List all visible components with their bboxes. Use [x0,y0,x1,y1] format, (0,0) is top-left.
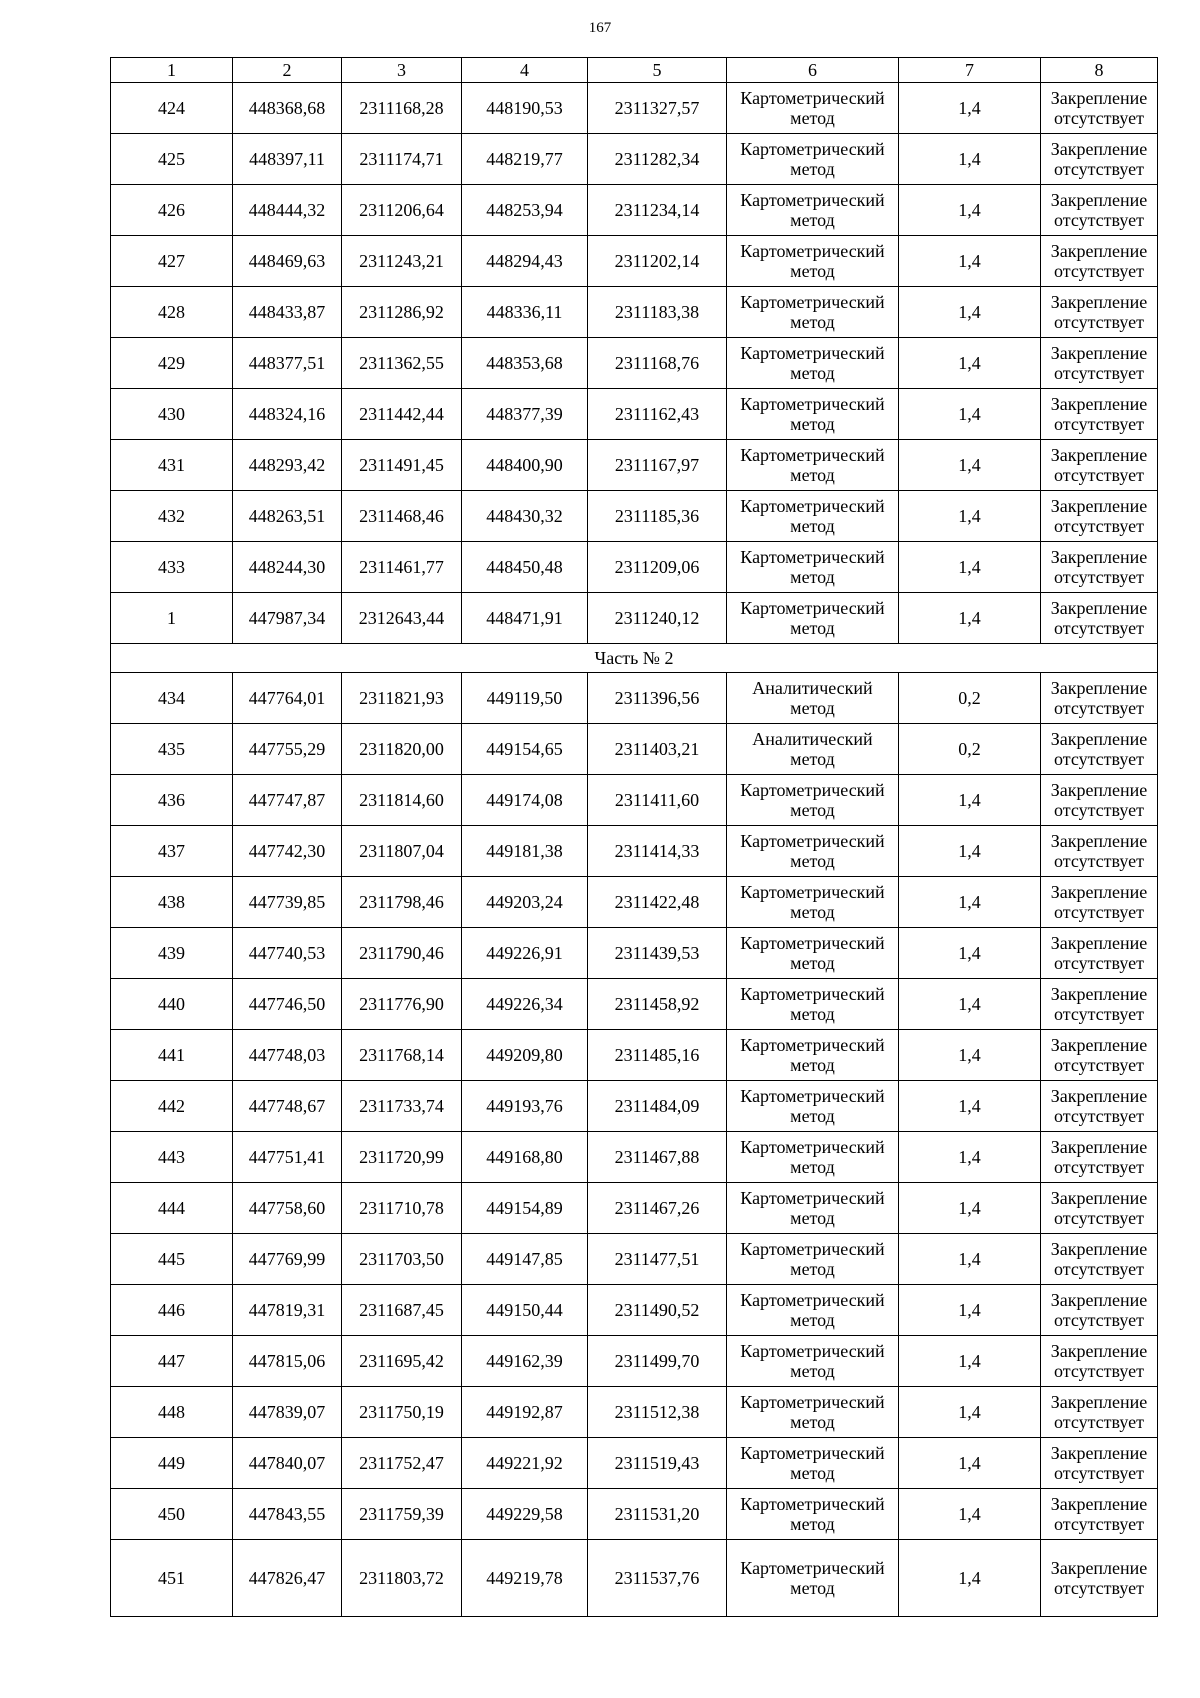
x-coordinate-cell: 449209,80 [462,1030,588,1081]
y-coordinate-cell: 2311485,16 [588,1030,727,1081]
x-coordinate-cell: 449174,08 [462,775,588,826]
x-coordinate-cell: 449193,76 [462,1081,588,1132]
x-coordinate-cell: 449154,65 [462,724,588,775]
x-coordinate-cell: 447840,07 [233,1438,342,1489]
y-coordinate-cell: 2311185,36 [588,491,727,542]
table-row [111,1132,1158,1183]
point-number-cell: 436 [111,775,233,826]
y-coordinate-cell: 2311467,26 [588,1183,727,1234]
accuracy-cell: 1,4 [899,877,1041,928]
y-coordinate-cell: 2311531,20 [588,1489,727,1540]
accuracy-cell: 1,4 [899,491,1041,542]
method-cell: Картометрический метод [727,826,899,877]
method-cell: Аналитический метод [727,724,899,775]
fixation-cell: Закрепление отсутствует [1041,389,1158,440]
table-row [111,287,1158,338]
y-coordinate-cell: 2311720,99 [342,1132,462,1183]
method-cell: Картометрический метод [727,542,899,593]
fixation-cell: Закрепление отсутствует [1041,1132,1158,1183]
fixation-cell: Закрепление отсутствует [1041,1438,1158,1489]
x-coordinate-cell: 448469,63 [233,236,342,287]
x-coordinate-cell: 447815,06 [233,1336,342,1387]
fixation-cell: Закрепление отсутствует [1041,1285,1158,1336]
y-coordinate-cell: 2311803,72 [342,1540,462,1617]
point-number-cell: 1 [111,593,233,644]
x-coordinate-cell: 449168,80 [462,1132,588,1183]
fixation-cell: Закрепление отсутствует [1041,826,1158,877]
x-coordinate-cell: 449150,44 [462,1285,588,1336]
method-cell: Аналитический метод [727,673,899,724]
accuracy-cell: 1,4 [899,826,1041,877]
table-body [111,83,1158,1617]
accuracy-cell: 1,4 [899,1081,1041,1132]
table-row [111,979,1158,1030]
method-cell: Картометрический метод [727,775,899,826]
accuracy-cell: 0,2 [899,673,1041,724]
fixation-cell: Закрепление отсутствует [1041,1489,1158,1540]
point-number-cell: 431 [111,440,233,491]
x-coordinate-cell: 447755,29 [233,724,342,775]
point-number-cell: 433 [111,542,233,593]
x-coordinate-cell: 447740,53 [233,928,342,979]
x-coordinate-cell: 448450,48 [462,542,588,593]
x-coordinate-cell: 449181,38 [462,826,588,877]
y-coordinate-cell: 2311790,46 [342,928,462,979]
accuracy-cell: 1,4 [899,1234,1041,1285]
table-row [111,1387,1158,1438]
column-number: 4 [462,58,588,83]
method-cell: Картометрический метод [727,1183,899,1234]
x-coordinate-cell: 448430,32 [462,491,588,542]
y-coordinate-cell: 2311710,78 [342,1183,462,1234]
x-coordinate-cell: 448471,91 [462,593,588,644]
x-coordinate-cell: 447764,01 [233,673,342,724]
accuracy-cell: 1,4 [899,593,1041,644]
point-number-cell: 445 [111,1234,233,1285]
accuracy-cell: 1,4 [899,1387,1041,1438]
x-coordinate-cell: 448324,16 [233,389,342,440]
fixation-cell: Закрепление отсутствует [1041,236,1158,287]
fixation-cell: Закрепление отсутствует [1041,1183,1158,1234]
point-number-cell: 441 [111,1030,233,1081]
fixation-cell: Закрепление отсутствует [1041,287,1158,338]
x-coordinate-cell: 448244,30 [233,542,342,593]
x-coordinate-cell: 447746,50 [233,979,342,1030]
y-coordinate-cell: 2311411,60 [588,775,727,826]
table-row [111,134,1158,185]
x-coordinate-cell: 449229,58 [462,1489,588,1540]
y-coordinate-cell: 2311484,09 [588,1081,727,1132]
x-coordinate-cell: 449203,24 [462,877,588,928]
y-coordinate-cell: 2311168,28 [342,83,462,134]
x-coordinate-cell: 447739,85 [233,877,342,928]
x-coordinate-cell: 448433,87 [233,287,342,338]
y-coordinate-cell: 2311461,77 [342,542,462,593]
y-coordinate-cell: 2311439,53 [588,928,727,979]
y-coordinate-cell: 2311467,88 [588,1132,727,1183]
table-row [111,673,1158,724]
y-coordinate-cell: 2311234,14 [588,185,727,236]
method-cell: Картометрический метод [727,83,899,134]
method-cell: Картометрический метод [727,1132,899,1183]
point-number-cell: 428 [111,287,233,338]
y-coordinate-cell: 2311687,45 [342,1285,462,1336]
method-cell: Картометрический метод [727,1285,899,1336]
accuracy-cell: 1,4 [899,236,1041,287]
column-number: 6 [727,58,899,83]
table-row [111,185,1158,236]
table-row [111,826,1158,877]
x-coordinate-cell: 448444,32 [233,185,342,236]
table-row [111,1285,1158,1336]
column-number: 7 [899,58,1041,83]
x-coordinate-cell: 447826,47 [233,1540,342,1617]
point-number-cell: 451 [111,1540,233,1617]
table-row [111,83,1158,134]
table-row [111,1234,1158,1285]
method-cell: Картометрический метод [727,1081,899,1132]
accuracy-cell: 0,2 [899,724,1041,775]
y-coordinate-cell: 2312643,44 [342,593,462,644]
method-cell: Картометрический метод [727,338,899,389]
table-row [111,389,1158,440]
point-number-cell: 427 [111,236,233,287]
point-number-cell: 444 [111,1183,233,1234]
column-number: 1 [111,58,233,83]
table-row [111,440,1158,491]
y-coordinate-cell: 2311537,76 [588,1540,727,1617]
point-number-cell: 425 [111,134,233,185]
x-coordinate-cell: 447742,30 [233,826,342,877]
y-coordinate-cell: 2311490,52 [588,1285,727,1336]
x-coordinate-cell: 449154,89 [462,1183,588,1234]
y-coordinate-cell: 2311752,47 [342,1438,462,1489]
y-coordinate-cell: 2311820,00 [342,724,462,775]
accuracy-cell: 1,4 [899,928,1041,979]
method-cell: Картометрический метод [727,440,899,491]
x-coordinate-cell: 449192,87 [462,1387,588,1438]
x-coordinate-cell: 447987,34 [233,593,342,644]
x-coordinate-cell: 448190,53 [462,83,588,134]
x-coordinate-cell: 449119,50 [462,673,588,724]
method-cell: Картометрический метод [727,287,899,338]
accuracy-cell: 1,4 [899,1489,1041,1540]
x-coordinate-cell: 447748,03 [233,1030,342,1081]
y-coordinate-cell: 2311807,04 [342,826,462,877]
y-coordinate-cell: 2311286,92 [342,287,462,338]
method-cell: Картометрический метод [727,236,899,287]
point-number-cell: 448 [111,1387,233,1438]
accuracy-cell: 1,4 [899,440,1041,491]
y-coordinate-cell: 2311162,43 [588,389,727,440]
accuracy-cell: 1,4 [899,185,1041,236]
accuracy-cell: 1,4 [899,1336,1041,1387]
table-row [111,775,1158,826]
table-row [111,491,1158,542]
x-coordinate-cell: 448253,94 [462,185,588,236]
y-coordinate-cell: 2311327,57 [588,83,727,134]
point-number-cell: 437 [111,826,233,877]
method-cell: Картометрический метод [727,1234,899,1285]
y-coordinate-cell: 2311499,70 [588,1336,727,1387]
y-coordinate-cell: 2311477,51 [588,1234,727,1285]
fixation-cell: Закрепление отсутствует [1041,673,1158,724]
section-title: Часть № 2 [111,644,1158,673]
method-cell: Картометрический метод [727,491,899,542]
point-number-cell: 434 [111,673,233,724]
x-coordinate-cell: 447843,55 [233,1489,342,1540]
y-coordinate-cell: 2311512,38 [588,1387,727,1438]
fixation-cell: Закрепление отсутствует [1041,928,1158,979]
fixation-cell: Закрепление отсутствует [1041,440,1158,491]
point-number-cell: 424 [111,83,233,134]
table-row [111,1489,1158,1540]
point-number-cell: 446 [111,1285,233,1336]
x-coordinate-cell: 448353,68 [462,338,588,389]
fixation-cell: Закрепление отсутствует [1041,134,1158,185]
method-cell: Картометрический метод [727,134,899,185]
accuracy-cell: 1,4 [899,1540,1041,1617]
method-cell: Картометрический метод [727,1030,899,1081]
y-coordinate-cell: 2311209,06 [588,542,727,593]
accuracy-cell: 1,4 [899,134,1041,185]
accuracy-cell: 1,4 [899,83,1041,134]
fixation-cell: Закрепление отсутствует [1041,979,1158,1030]
y-coordinate-cell: 2311243,21 [342,236,462,287]
table-row [111,1183,1158,1234]
column-number: 2 [233,58,342,83]
coordinates-table [110,57,1158,1617]
table-row [111,1540,1158,1617]
accuracy-cell: 1,4 [899,1132,1041,1183]
fixation-cell: Закрепление отсутствует [1041,877,1158,928]
point-number-cell: 430 [111,389,233,440]
y-coordinate-cell: 2311422,48 [588,877,727,928]
y-coordinate-cell: 2311703,50 [342,1234,462,1285]
table-row [111,928,1158,979]
fixation-cell: Закрепление отсутствует [1041,1030,1158,1081]
x-coordinate-cell: 449147,85 [462,1234,588,1285]
y-coordinate-cell: 2311768,14 [342,1030,462,1081]
fixation-cell: Закрепление отсутствует [1041,338,1158,389]
column-number-header-row [111,58,1158,83]
x-coordinate-cell: 449226,91 [462,928,588,979]
fixation-cell: Закрепление отсутствует [1041,491,1158,542]
x-coordinate-cell: 448377,51 [233,338,342,389]
point-number-cell: 450 [111,1489,233,1540]
fixation-cell: Закрепление отсутствует [1041,1387,1158,1438]
x-coordinate-cell: 447769,99 [233,1234,342,1285]
y-coordinate-cell: 2311442,44 [342,389,462,440]
accuracy-cell: 1,4 [899,775,1041,826]
table-row [111,338,1158,389]
method-cell: Картометрический метод [727,1336,899,1387]
table-row [111,542,1158,593]
method-cell: Картометрический метод [727,1387,899,1438]
y-coordinate-cell: 2311468,46 [342,491,462,542]
y-coordinate-cell: 2311458,92 [588,979,727,1030]
y-coordinate-cell: 2311414,33 [588,826,727,877]
method-cell: Картометрический метод [727,928,899,979]
method-cell: Картометрический метод [727,1540,899,1617]
x-coordinate-cell: 447747,87 [233,775,342,826]
x-coordinate-cell: 448263,51 [233,491,342,542]
fixation-cell: Закрепление отсутствует [1041,83,1158,134]
x-coordinate-cell: 448293,42 [233,440,342,491]
table-row [111,877,1158,928]
y-coordinate-cell: 2311206,64 [342,185,462,236]
point-number-cell: 447 [111,1336,233,1387]
x-coordinate-cell: 449226,34 [462,979,588,1030]
accuracy-cell: 1,4 [899,338,1041,389]
method-cell: Картометрический метод [727,185,899,236]
table-row [111,593,1158,644]
y-coordinate-cell: 2311695,42 [342,1336,462,1387]
fixation-cell: Закрепление отсутствует [1041,1081,1158,1132]
fixation-cell: Закрепление отсутствует [1041,1234,1158,1285]
y-coordinate-cell: 2311167,97 [588,440,727,491]
point-number-cell: 435 [111,724,233,775]
y-coordinate-cell: 2311733,74 [342,1081,462,1132]
x-coordinate-cell: 447751,41 [233,1132,342,1183]
y-coordinate-cell: 2311282,34 [588,134,727,185]
y-coordinate-cell: 2311491,45 [342,440,462,491]
y-coordinate-cell: 2311240,12 [588,593,727,644]
fixation-cell: Закрепление отсутствует [1041,185,1158,236]
accuracy-cell: 1,4 [899,1438,1041,1489]
column-number: 3 [342,58,462,83]
y-coordinate-cell: 2311183,38 [588,287,727,338]
y-coordinate-cell: 2311776,90 [342,979,462,1030]
x-coordinate-cell: 448294,43 [462,236,588,287]
x-coordinate-cell: 447758,60 [233,1183,342,1234]
point-number-cell: 432 [111,491,233,542]
column-number: 5 [588,58,727,83]
x-coordinate-cell: 448377,39 [462,389,588,440]
x-coordinate-cell: 448397,11 [233,134,342,185]
fixation-cell: Закрепление отсутствует [1041,775,1158,826]
accuracy-cell: 1,4 [899,542,1041,593]
accuracy-cell: 1,4 [899,1030,1041,1081]
y-coordinate-cell: 2311403,21 [588,724,727,775]
table-row [111,1081,1158,1132]
x-coordinate-cell: 448336,11 [462,287,588,338]
accuracy-cell: 1,4 [899,389,1041,440]
method-cell: Картометрический метод [727,389,899,440]
table-row [111,1030,1158,1081]
x-coordinate-cell: 447748,67 [233,1081,342,1132]
method-cell: Картометрический метод [727,979,899,1030]
x-coordinate-cell: 449219,78 [462,1540,588,1617]
accuracy-cell: 1,4 [899,1183,1041,1234]
x-coordinate-cell: 448219,77 [462,134,588,185]
method-cell: Картометрический метод [727,877,899,928]
y-coordinate-cell: 2311519,43 [588,1438,727,1489]
point-number-cell: 426 [111,185,233,236]
x-coordinate-cell: 447839,07 [233,1387,342,1438]
fixation-cell: Закрепление отсутствует [1041,1336,1158,1387]
x-coordinate-cell: 448368,68 [233,83,342,134]
y-coordinate-cell: 2311798,46 [342,877,462,928]
column-number: 8 [1041,58,1158,83]
section-row [111,644,1158,673]
method-cell: Картометрический метод [727,1489,899,1540]
y-coordinate-cell: 2311759,39 [342,1489,462,1540]
fixation-cell: Закрепление отсутствует [1041,593,1158,644]
point-number-cell: 443 [111,1132,233,1183]
page-number: 167 [588,20,612,36]
x-coordinate-cell: 449221,92 [462,1438,588,1489]
y-coordinate-cell: 2311750,19 [342,1387,462,1438]
accuracy-cell: 1,4 [899,1285,1041,1336]
y-coordinate-cell: 2311168,76 [588,338,727,389]
accuracy-cell: 1,4 [899,979,1041,1030]
point-number-cell: 449 [111,1438,233,1489]
y-coordinate-cell: 2311174,71 [342,134,462,185]
y-coordinate-cell: 2311362,55 [342,338,462,389]
table-row [111,1438,1158,1489]
point-number-cell: 442 [111,1081,233,1132]
method-cell: Картометрический метод [727,1438,899,1489]
y-coordinate-cell: 2311396,56 [588,673,727,724]
fixation-cell: Закрепление отсутствует [1041,724,1158,775]
y-coordinate-cell: 2311814,60 [342,775,462,826]
x-coordinate-cell: 449162,39 [462,1336,588,1387]
table-row [111,1336,1158,1387]
fixation-cell: Закрепление отсутствует [1041,1540,1158,1617]
table-row [111,724,1158,775]
y-coordinate-cell: 2311821,93 [342,673,462,724]
point-number-cell: 439 [111,928,233,979]
y-coordinate-cell: 2311202,14 [588,236,727,287]
fixation-cell: Закрепление отсутствует [1041,542,1158,593]
table-row [111,236,1158,287]
x-coordinate-cell: 447819,31 [233,1285,342,1336]
x-coordinate-cell: 448400,90 [462,440,588,491]
method-cell: Картометрический метод [727,593,899,644]
accuracy-cell: 1,4 [899,287,1041,338]
point-number-cell: 429 [111,338,233,389]
point-number-cell: 440 [111,979,233,1030]
point-number-cell: 438 [111,877,233,928]
